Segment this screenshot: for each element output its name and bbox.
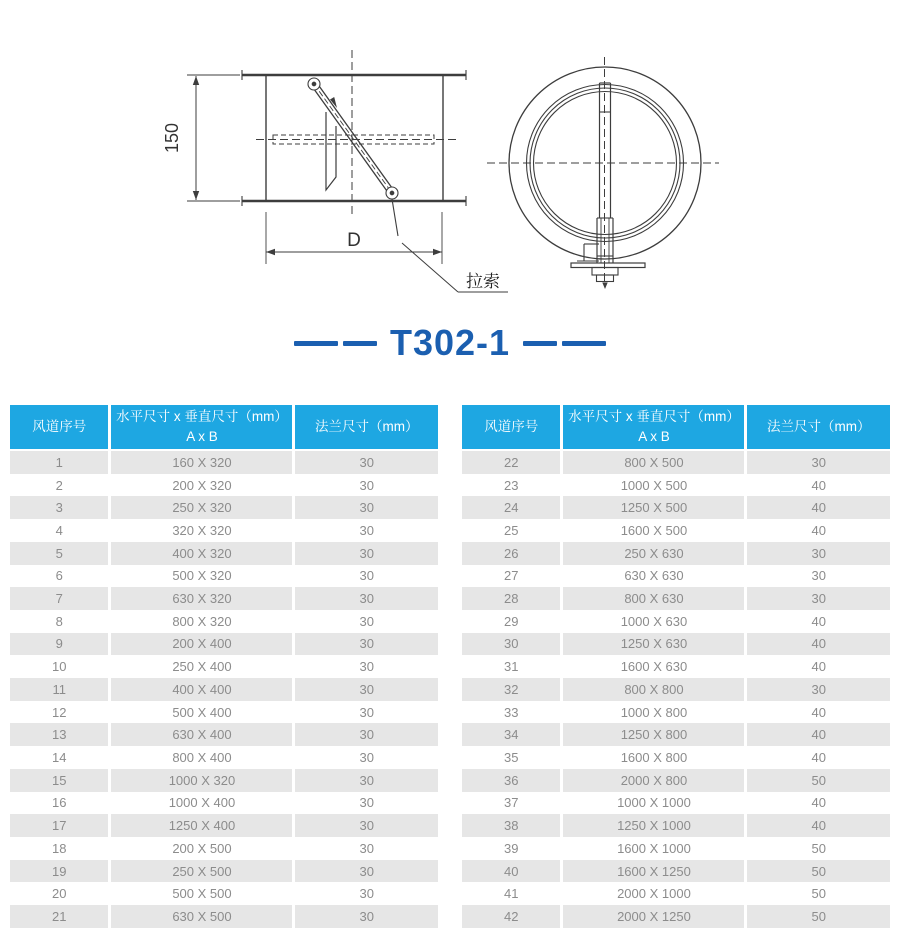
table-cell: 30	[744, 678, 890, 701]
header-size: 水平尺寸 x 垂直尺寸（mm） A x B	[560, 405, 744, 451]
table-cell: 12	[10, 701, 108, 724]
page-title: T302-1	[389, 322, 511, 363]
table-cell: 2000 X 800	[560, 769, 744, 792]
table-cell: 40	[744, 814, 890, 837]
table-cell: 40	[744, 792, 890, 815]
table-row	[10, 655, 438, 678]
table-row	[462, 610, 890, 633]
table-cell: 30	[292, 496, 438, 519]
table-cell: 160 X 320	[108, 451, 292, 474]
table-cell: 30	[292, 542, 438, 565]
table-cell: 1600 X 500	[560, 519, 744, 542]
header-duct-number: 风道序号	[462, 405, 560, 451]
table-row	[10, 905, 438, 928]
table-row	[462, 746, 890, 769]
table-row	[462, 519, 890, 542]
title-dash-left	[294, 341, 377, 346]
table-cell: 8	[10, 610, 108, 633]
table-cell: 31	[462, 655, 560, 678]
table-cell: 6	[10, 565, 108, 588]
technical-drawing	[0, 0, 900, 312]
table-body-right	[462, 451, 890, 928]
table-cell: 30	[292, 451, 438, 474]
table-cell: 50	[744, 769, 890, 792]
table-cell: 1600 X 630	[560, 655, 744, 678]
table-cell: 500 X 400	[108, 701, 292, 724]
table-cell: 800 X 630	[560, 587, 744, 610]
table-row	[10, 451, 438, 474]
table-cell: 50	[744, 837, 890, 860]
table-cell: 27	[462, 565, 560, 588]
table-row	[10, 837, 438, 860]
table-cell: 30	[744, 542, 890, 565]
table-cell: 800 X 400	[108, 746, 292, 769]
front-view-drawing	[487, 57, 719, 289]
table-cell: 7	[10, 587, 108, 610]
table-cell: 1000 X 500	[560, 474, 744, 497]
table-cell: 2000 X 1000	[560, 882, 744, 905]
table-cell: 50	[744, 860, 890, 883]
table-cell: 1250 X 630	[560, 633, 744, 656]
side-view-drawing	[162, 50, 508, 292]
table-cell: 250 X 400	[108, 655, 292, 678]
table-cell: 1000 X 800	[560, 701, 744, 724]
diameter-dimension-label: D	[347, 230, 361, 251]
table-cell: 13	[10, 723, 108, 746]
table-cell: 5	[10, 542, 108, 565]
table-cell: 3	[10, 496, 108, 519]
table-cell: 1600 X 800	[560, 746, 744, 769]
table-row	[10, 882, 438, 905]
table-row	[462, 655, 890, 678]
table-row	[462, 814, 890, 837]
table-row	[462, 633, 890, 656]
table-cell: 400 X 400	[108, 678, 292, 701]
table-row	[10, 587, 438, 610]
table-cell: 34	[462, 723, 560, 746]
table-cell: 1000 X 1000	[560, 792, 744, 815]
table-cell: 30	[292, 655, 438, 678]
table-cell: 30	[292, 746, 438, 769]
table-body-left	[10, 451, 438, 928]
table-cell: 30	[292, 633, 438, 656]
table-cell: 14	[10, 746, 108, 769]
table-cell: 17	[10, 814, 108, 837]
table-row	[462, 837, 890, 860]
table-cell: 2	[10, 474, 108, 497]
table-cell: 800 X 320	[108, 610, 292, 633]
table-cell: 30	[744, 587, 890, 610]
table-row	[462, 860, 890, 883]
table-row	[10, 860, 438, 883]
table-cell: 28	[462, 587, 560, 610]
table-cell: 9	[10, 633, 108, 656]
table-cell: 30	[292, 519, 438, 542]
table-cell: 400 X 320	[108, 542, 292, 565]
table-row	[462, 496, 890, 519]
table-cell: 20	[10, 882, 108, 905]
table-row	[10, 769, 438, 792]
table-cell: 30	[462, 633, 560, 656]
table-cell: 30	[292, 769, 438, 792]
table-cell: 30	[292, 860, 438, 883]
table-cell: 250 X 320	[108, 496, 292, 519]
table-cell: 30	[292, 882, 438, 905]
table-row	[462, 565, 890, 588]
table-cell: 40	[744, 496, 890, 519]
table-cell: 36	[462, 769, 560, 792]
table-cell: 30	[292, 723, 438, 746]
table-cell: 10	[10, 655, 108, 678]
table-row	[462, 587, 890, 610]
table-header	[462, 405, 890, 451]
table-header	[10, 405, 438, 451]
table-cell: 50	[744, 905, 890, 928]
header-duct-number: 风道序号	[10, 405, 108, 451]
table-cell: 11	[10, 678, 108, 701]
table-cell: 30	[292, 792, 438, 815]
table-cell: 39	[462, 837, 560, 860]
table-cell: 1250 X 800	[560, 723, 744, 746]
table-cell: 40	[462, 860, 560, 883]
table-cell: 250 X 630	[560, 542, 744, 565]
table-row	[10, 814, 438, 837]
table-cell: 40	[744, 610, 890, 633]
header-flange: 法兰尺寸（mm）	[292, 405, 438, 451]
table-cell: 500 X 500	[108, 882, 292, 905]
table-cell: 200 X 320	[108, 474, 292, 497]
table-row	[462, 723, 890, 746]
table-cell: 2000 X 1250	[560, 905, 744, 928]
table-cell: 24	[462, 496, 560, 519]
table-cell: 33	[462, 701, 560, 724]
table-cell: 30	[744, 565, 890, 588]
table-cell: 200 X 400	[108, 633, 292, 656]
table-cell: 630 X 320	[108, 587, 292, 610]
table-cell: 40	[744, 633, 890, 656]
table-row	[10, 496, 438, 519]
table-cell: 40	[744, 519, 890, 542]
table-cell: 30	[292, 905, 438, 928]
table-cell: 800 X 500	[560, 451, 744, 474]
table-cell: 25	[462, 519, 560, 542]
table-row	[10, 723, 438, 746]
table-row	[462, 701, 890, 724]
table-cell: 1250 X 500	[560, 496, 744, 519]
table-cell: 630 X 500	[108, 905, 292, 928]
table-cell: 320 X 320	[108, 519, 292, 542]
table-cell: 200 X 500	[108, 837, 292, 860]
table-row	[10, 519, 438, 542]
table-cell: 250 X 500	[108, 860, 292, 883]
table-cell: 1000 X 320	[108, 769, 292, 792]
table-cell: 42	[462, 905, 560, 928]
header-size: 水平尺寸 x 垂直尺寸（mm） A x B	[108, 405, 292, 451]
dimension-table-left	[10, 405, 438, 928]
table-cell: 30	[292, 610, 438, 633]
table-cell: 30	[292, 678, 438, 701]
table-cell: 1250 X 1000	[560, 814, 744, 837]
table-cell: 630 X 400	[108, 723, 292, 746]
table-row	[462, 769, 890, 792]
model-title	[0, 320, 900, 366]
table-row	[462, 905, 890, 928]
dimension-table-right	[462, 405, 890, 928]
table-row	[10, 474, 438, 497]
table-cell: 4	[10, 519, 108, 542]
table-cell: 30	[292, 587, 438, 610]
table-cell: 30	[292, 474, 438, 497]
table-cell: 800 X 800	[560, 678, 744, 701]
table-row	[462, 792, 890, 815]
table-cell: 1000 X 400	[108, 792, 292, 815]
table-row	[462, 451, 890, 474]
table-row	[10, 610, 438, 633]
table-cell: 15	[10, 769, 108, 792]
table-cell: 38	[462, 814, 560, 837]
table-cell: 32	[462, 678, 560, 701]
table-cell: 40	[744, 474, 890, 497]
table-cell: 26	[462, 542, 560, 565]
table-cell: 1	[10, 451, 108, 474]
table-cell: 29	[462, 610, 560, 633]
table-cell: 30	[744, 451, 890, 474]
table-cell: 22	[462, 451, 560, 474]
cable-label: 拉索	[466, 272, 500, 291]
table-row	[462, 542, 890, 565]
table-cell: 1000 X 630	[560, 610, 744, 633]
table-row	[10, 542, 438, 565]
table-cell: 37	[462, 792, 560, 815]
table-cell: 35	[462, 746, 560, 769]
table-cell: 30	[292, 701, 438, 724]
table-row	[10, 792, 438, 815]
table-cell: 30	[292, 565, 438, 588]
table-cell: 1250 X 400	[108, 814, 292, 837]
table-cell: 1600 X 1250	[560, 860, 744, 883]
table-cell: 40	[744, 723, 890, 746]
table-cell: 40	[744, 655, 890, 678]
table-cell: 30	[292, 837, 438, 860]
table-cell: 500 X 320	[108, 565, 292, 588]
table-cell: 23	[462, 474, 560, 497]
table-row	[10, 746, 438, 769]
table-row	[10, 701, 438, 724]
table-cell: 21	[10, 905, 108, 928]
table-cell: 40	[744, 746, 890, 769]
table-cell: 41	[462, 882, 560, 905]
height-dimension-label: 150	[162, 122, 182, 154]
table-row	[462, 678, 890, 701]
table-row	[10, 565, 438, 588]
table-cell: 630 X 630	[560, 565, 744, 588]
table-row	[462, 474, 890, 497]
table-row	[462, 882, 890, 905]
title-dash-right	[523, 341, 606, 346]
table-cell: 18	[10, 837, 108, 860]
header-flange: 法兰尺寸（mm）	[744, 405, 890, 451]
table-cell: 50	[744, 882, 890, 905]
table-cell: 30	[292, 814, 438, 837]
table-row	[10, 678, 438, 701]
table-cell: 19	[10, 860, 108, 883]
table-row	[10, 633, 438, 656]
table-cell: 16	[10, 792, 108, 815]
table-cell: 1600 X 1000	[560, 837, 744, 860]
table-cell: 40	[744, 701, 890, 724]
